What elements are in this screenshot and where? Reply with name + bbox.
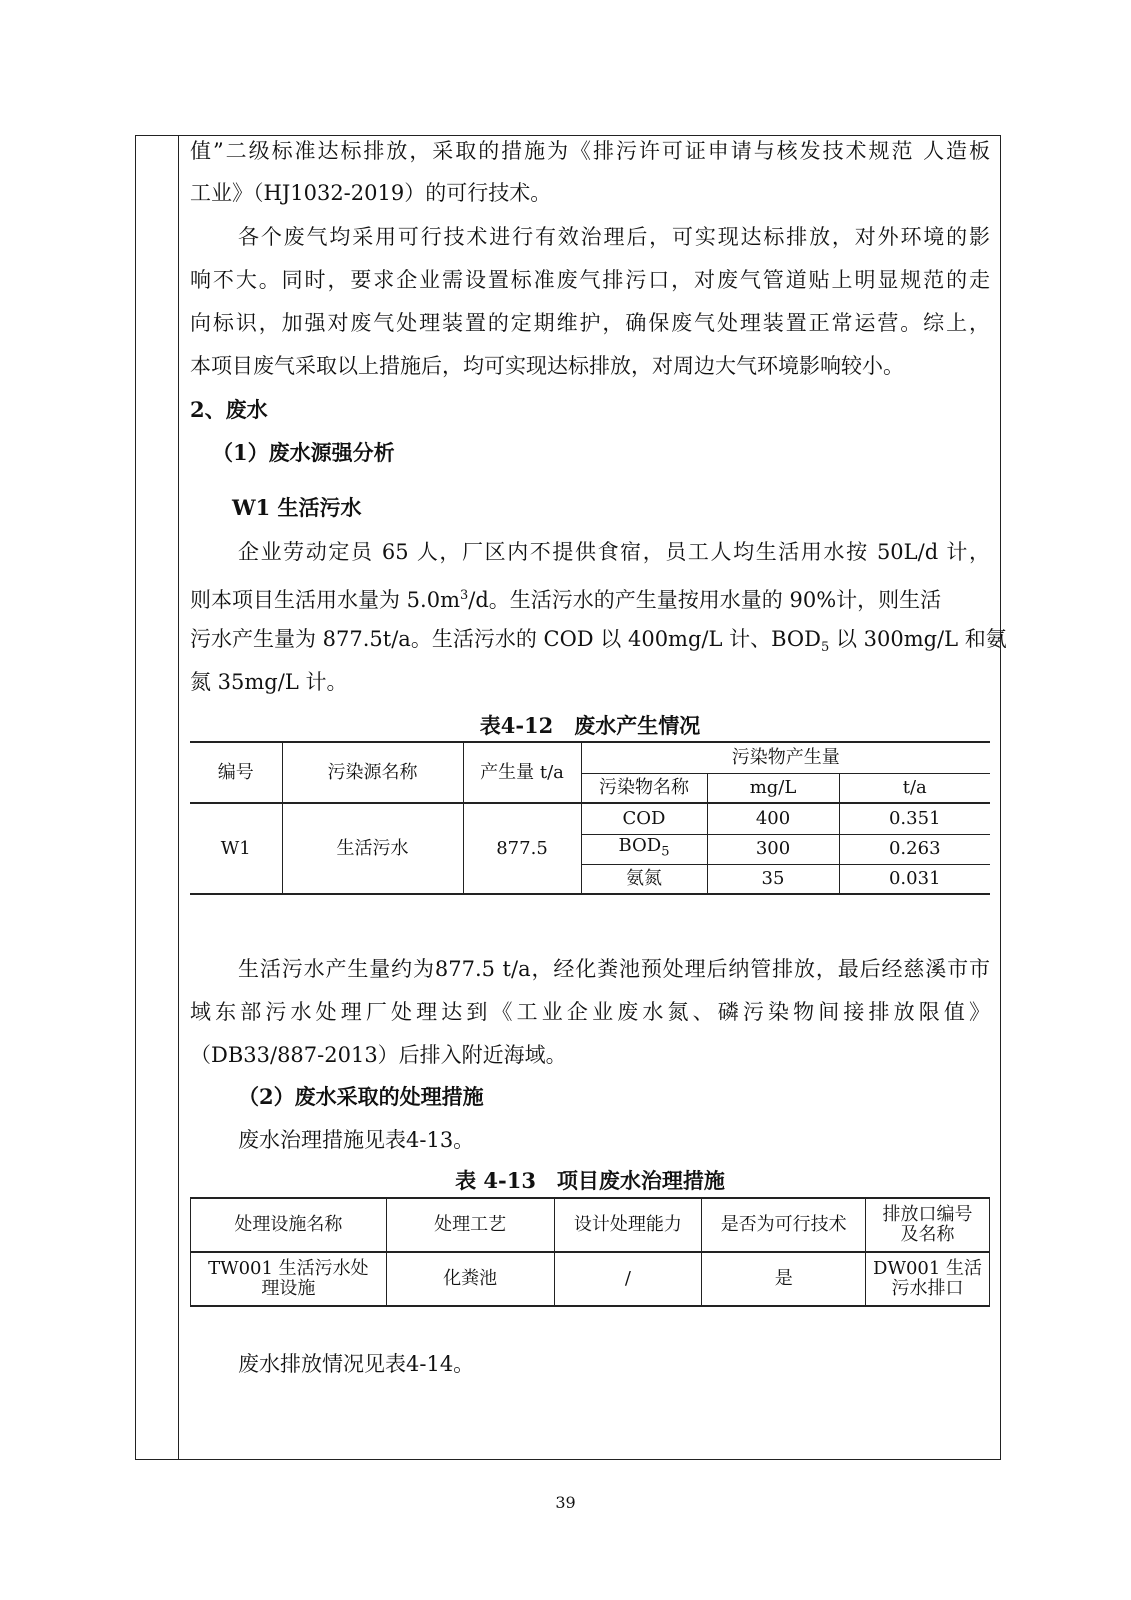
- header-capacity: 设计处理能力: [554, 1198, 702, 1252]
- subsection-heading: （1）废水源强分析: [212, 440, 395, 465]
- paragraph-line: 污水产生量为 877.5t/a。生活污水的 COD 以 400mg/L 计、$BOD_5$ 以 300mg/L 和氨: [190, 627, 1007, 656]
- cell-pollutant: $BOD_5$: [581, 834, 707, 864]
- cell-process: 化粪池: [386, 1252, 554, 1306]
- cell-pollutant: COD: [581, 803, 707, 834]
- header-id: 编号: [190, 742, 282, 803]
- paragraph-line: 值”二级标准达标排放，采取的措施为《排污许可证申请与核发技术规范 人造板: [190, 139, 990, 163]
- paragraph-line: 本项目废气采取以上措施后，均可实现达标排放，对周边大气环境影响较小。: [190, 354, 904, 378]
- header-facility: 处理设施名称: [191, 1198, 387, 1252]
- cell-mgl: 35: [707, 864, 839, 894]
- paragraph-line: （DB33/887-2013）后排入附近海域。: [190, 1043, 567, 1067]
- item-heading: W1 生活污水: [232, 495, 362, 520]
- cell-ta: 0.351: [839, 803, 990, 834]
- subsection-heading: （2）废水采取的处理措施: [238, 1084, 484, 1109]
- cell-id: W1: [190, 803, 282, 894]
- header-process: 处理工艺: [386, 1198, 554, 1252]
- cell-facility: TW001 生活污水处 理设施: [191, 1252, 387, 1306]
- cell-feasible: 是: [702, 1252, 866, 1306]
- header-amount: 产生量 t/a: [463, 742, 581, 803]
- cell-ta: 0.263: [839, 834, 990, 864]
- paragraph-line: 域东部污水处理厂处理达到《工业企业废水氮、磷污染物间接排放限值》: [190, 1000, 990, 1024]
- header-source: 污染源名称: [282, 742, 463, 803]
- table-row: [190, 803, 990, 834]
- cell-capacity: /: [554, 1252, 702, 1306]
- header-pollutant: 污染物名称: [581, 773, 707, 803]
- cell-mgl: 300: [707, 834, 839, 864]
- paragraph-line: 生活污水产生量约为877.5 t/a，经化粪池预处理后纳管排放，最后经慈溪市市: [238, 957, 990, 981]
- paragraph-line: 则本项目生活用水量为 $5.0m^3/d$。生活污水的产生量按用水量的 90%计，则生活: [190, 588, 942, 612]
- header-feasible: 是否为可行技术: [702, 1198, 866, 1252]
- header-mgl: mg/L: [707, 773, 839, 803]
- header-outlet: 排放口编号 及名称: [866, 1198, 990, 1252]
- cell-mgl: 400: [707, 803, 839, 834]
- cell-amount: 877.5: [463, 803, 581, 894]
- paragraph-line: 工业》（HJ1032-2019）的可行技术。: [190, 181, 552, 205]
- table-row: [191, 1252, 990, 1306]
- section-heading: 2、废水: [190, 397, 268, 422]
- paragraph-line: 企业劳动定员 65 人，厂区内不提供食宿，员工人均生活用水按 50L/d 计，: [238, 540, 990, 564]
- cell-pollutant: 氨氮: [581, 864, 707, 894]
- treatment-measures-table: [190, 1197, 990, 1307]
- cell-outlet: DW001 生活 污水排口: [866, 1252, 990, 1306]
- wastewater-generation-table: [190, 741, 990, 895]
- paragraph-line: 氮 35mg/L 计。: [190, 670, 348, 694]
- table-caption: 表 4-13 项目废水治理措施: [455, 1168, 725, 1193]
- paragraph-line: 废水治理措施见表4-13。: [238, 1128, 475, 1152]
- paragraph-line: 向标识，加强对废气处理装置的定期维护，确保废气处理装置正常运营。综上，: [190, 311, 990, 335]
- header-ta: t/a: [839, 773, 990, 803]
- paragraph-line: 废水排放情况见表4-14。: [238, 1352, 475, 1376]
- page-number: 39: [555, 1493, 576, 1512]
- cell-source: 生活污水: [282, 803, 463, 894]
- header-group: 污染物产生量: [581, 742, 990, 773]
- frame-divider: [178, 136, 179, 1459]
- paragraph-line: 各个废气均采用可行技术进行有效治理后，可实现达标排放，对外环境的影: [238, 225, 990, 249]
- paragraph-line: 响不大。同时，要求企业需设置标准废气排污口，对废气管道贴上明显规范的走: [190, 268, 990, 292]
- report-frame: [135, 135, 1007, 1460]
- table-caption: 表4-12 废水产生情况: [479, 713, 701, 738]
- cell-ta: 0.031: [839, 864, 990, 894]
